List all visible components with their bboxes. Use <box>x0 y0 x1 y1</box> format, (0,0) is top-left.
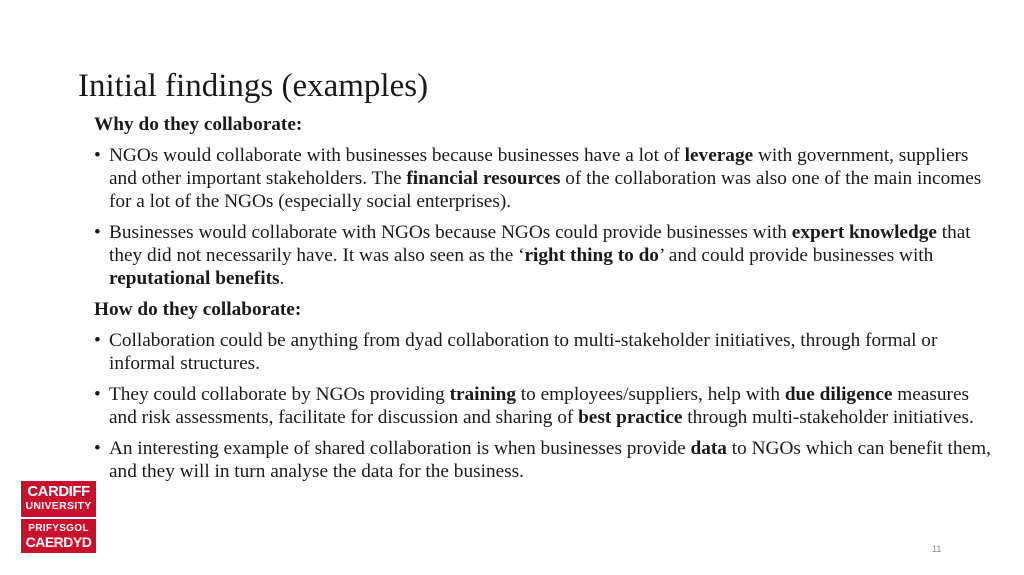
logo-line-4: CAERDYD <box>25 534 92 550</box>
bullet-text-emphasis: leverage <box>684 145 754 166</box>
bullet-text: to employees/suppliers, help with <box>515 384 785 405</box>
bullet-text-emphasis: expert knowledge <box>791 222 937 243</box>
bullet-text-emphasis: training <box>449 384 516 405</box>
logo-line-1: CARDIFF <box>27 483 90 500</box>
bullet-item <box>94 383 999 429</box>
university-logo <box>21 481 96 553</box>
bullet-text: They could collaborate by NGOs providing <box>109 384 450 405</box>
bullet-dot-icon: • <box>94 222 101 243</box>
bullet-dot-icon: • <box>94 145 101 166</box>
section-heading: How do they collaborate: <box>94 299 302 320</box>
bullet-text: through multi-stakeholder initiatives. <box>682 407 974 428</box>
bullet-text-emphasis: right thing to do <box>524 245 659 266</box>
bullet-text: that they did not necessarily have. It was also seen as the ‘ <box>109 222 971 266</box>
section-heading: Why do they collaborate: <box>94 114 303 135</box>
bullet-text: . <box>279 268 285 289</box>
bullet-item <box>94 329 999 375</box>
logo-line-3: PRIFYSGOL <box>28 523 89 534</box>
logo-line-2: UNIVERSITY <box>25 500 92 512</box>
bullet-text: Collaboration could be anything from dyad collaboration to multi-stakeholder initiatives, through formal or informal structures. <box>109 330 938 374</box>
bullet-text-emphasis: reputational benefits <box>109 268 280 289</box>
page-number: 11 <box>932 544 942 554</box>
bullet-text: Businesses would collaborate with NGOs because NGOs could provide businesses with <box>109 222 792 243</box>
bullet-dot-icon: • <box>94 384 101 405</box>
bullet-text: NGOs would collaborate with businesses because businesses have a lot of <box>109 145 685 166</box>
bullet-text: measures and risk assessments, facilitate for discussion and sharing of <box>109 384 970 428</box>
bullet-text-emphasis: best practice <box>578 407 683 428</box>
bullet-text: to NGOs which can benefit them, and they will in turn analyse the data for the business. <box>109 438 991 482</box>
slide-title: Initial findings (examples) <box>78 68 429 104</box>
bullet-text: An interesting example of shared collaboration is when businesses provide <box>109 438 691 459</box>
bullet-text-emphasis: due diligence <box>784 384 893 405</box>
bullet-dot-icon: • <box>94 438 101 459</box>
bullet-text-emphasis: financial resources <box>406 168 561 189</box>
bullet-item <box>94 144 999 213</box>
bullet-item <box>94 437 999 483</box>
bullet-text-emphasis: data <box>690 438 727 459</box>
bullet-text: with government, suppliers and other important stakeholders. The <box>109 145 969 189</box>
slide-content <box>94 113 999 491</box>
bullet-text: ’ and could provide businesses with <box>658 245 934 266</box>
bullet-dot-icon: • <box>94 330 101 351</box>
logo-bottom-band <box>21 519 96 553</box>
bullet-text: of the collaboration was also one of the main incomes for a lot of the NGOs (especially social enterprises). <box>109 168 982 212</box>
bullet-item <box>94 221 999 290</box>
logo-top-band <box>21 481 96 517</box>
